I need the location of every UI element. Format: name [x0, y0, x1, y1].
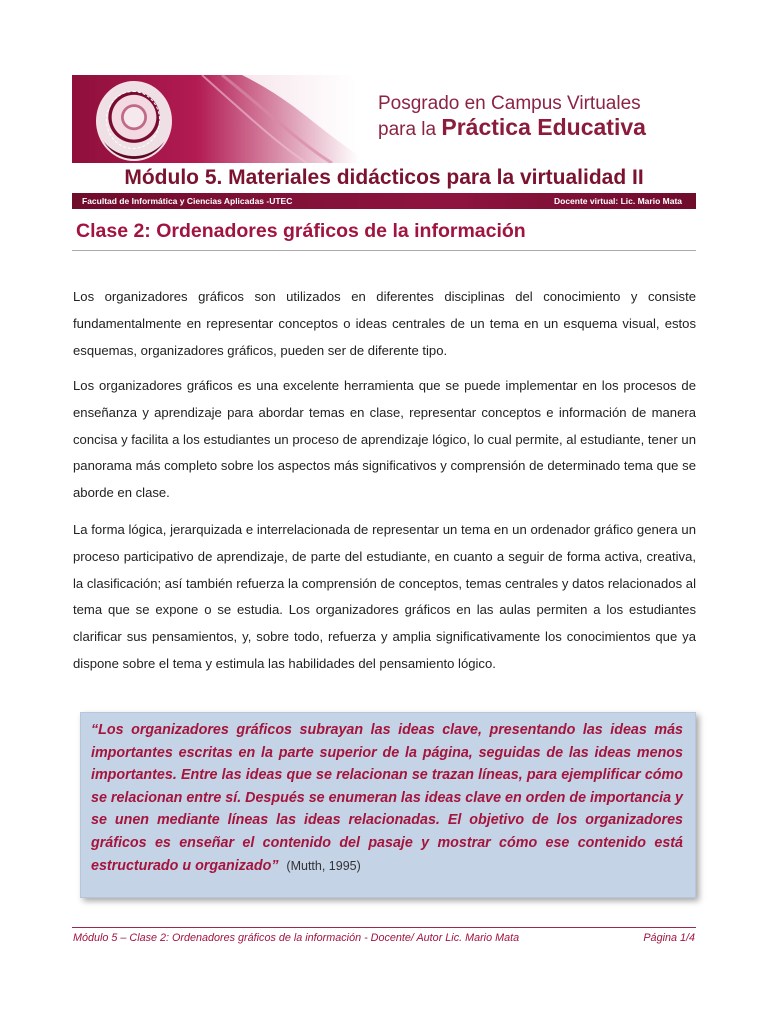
- paragraph-3: La forma lógica, jerarquizada e interrelacionada de representar un tema en un ordenador gráfico genera un proceso participativo de aprendizaje, de parte del estudiante, en cuanto a seguir de forma activa, creativa, la clasificación; así también refuerza la comprensión de conceptos, temas centrales y datos relacionados al tema que se expone o se estudia. Los organizadores gráficos en las aulas permiten a los estudiantes clarificar sus pensamientos, y, sobre todo, refuerza y amplia significativamente los conocimientos que ya dispone sobre el tema y estimula las habilidades del pensamiento lógico.: [73, 522, 696, 671]
- quote-text: [91, 719, 683, 877]
- faculty-bar: [72, 193, 696, 209]
- banner-line-2-prefix: para la: [378, 119, 442, 140]
- module-title: Módulo 5. Materiales didácticos para la virtualidad II: [124, 166, 644, 189]
- page-number: Página 1/4: [643, 932, 695, 944]
- university-seal-icon: [96, 81, 172, 161]
- quote-citation: (Mutth, 1995): [286, 858, 361, 873]
- banner-line-1: Posgrado en Campus Virtuales: [378, 93, 641, 114]
- header-banner: [72, 75, 696, 163]
- page-title: Clase 2: Ordenadores gráficos de la información: [76, 220, 526, 242]
- banner-program-title: [378, 93, 678, 142]
- title-divider: [72, 250, 696, 251]
- footer-divider: [72, 927, 696, 928]
- banner-line-2: [378, 115, 678, 142]
- paragraph-2: Los organizadores gráficos es una excelente herramienta que se puede implementar en los procesos de enseñanza y aprendizaje para abordar temas en clase, representar conceptos e información de manera concisa y facilita a los estudiantes un proceso de aprendizaje lógico, lo cual permite, al estudiante, tener un panorama más completo sobre los aspectos más significativos y comprensión de determinado tema que se aborde en clase.: [73, 378, 696, 501]
- footer-text: Módulo 5 – Clase 2: Ordenadores gráficos de la información - Docente/ Autor Lic. Mario Mata: [73, 932, 520, 944]
- quote-body: “Los organizadores gráficos subrayan las ideas clave, presentando las ideas más importantes escritas en la parte superior de la página, seguidas de las ideas menos importantes. Entre las ideas que se relacionan se trazan líneas, para ejemplificar cómo se relacionan entre sí. Después se enumeran las ideas clave en orden de importancia y se unen mediante líneas las ideas relacionadas. El objetivo de los organizadores gráficos es enseñar el contenido del pasaje y mostrar cómo ese contenido está estructurado u organizado”: [91, 722, 683, 874]
- faculty-name: Facultad de Informática y Ciencias Aplicadas -UTEC: [82, 196, 293, 206]
- page-footer: [73, 932, 695, 948]
- quote-box: [80, 712, 696, 898]
- paragraph-1: Los organizadores gráficos son utilizados en diferentes disciplinas del conocimiento y consiste fundamentalmente en representar conceptos o ideas centrales de un tema en un esquema visual, estos esquemas, organizadores gráficos, pueden ser de diferente tipo.: [73, 289, 696, 358]
- docente-name: Docente virtual: Lic. Mario Mata: [554, 196, 682, 206]
- banner-line-2-bold: Práctica Educativa: [441, 114, 646, 140]
